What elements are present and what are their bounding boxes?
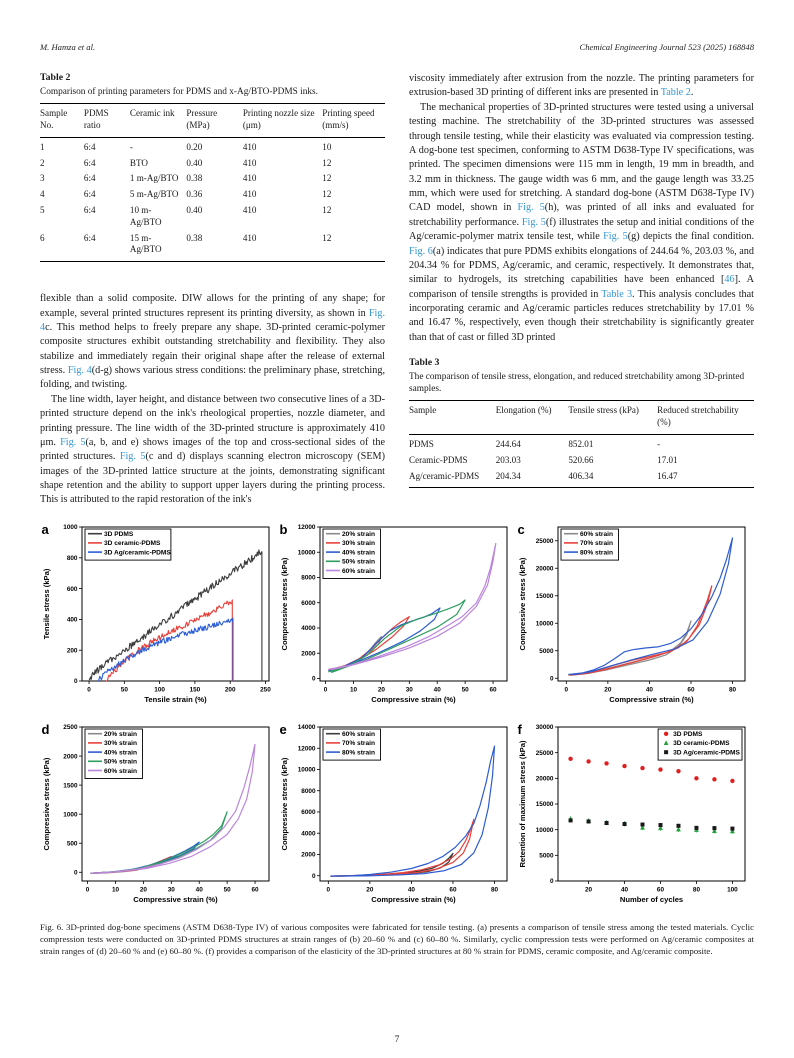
table-cell: 6:4 (83, 157, 96, 168)
svg-text:15000: 15000 (535, 801, 554, 809)
table-cell: 410 (242, 173, 257, 184)
svg-text:Compressive stress (kPa): Compressive stress (kPa) (280, 757, 289, 851)
running-authors: M. Hamza et al. (40, 42, 96, 52)
svg-text:70% strain: 70% strain (342, 740, 375, 748)
svg-text:60: 60 (251, 886, 259, 894)
svg-text:4000: 4000 (301, 625, 316, 633)
svg-text:100: 100 (727, 886, 738, 894)
table-3-label: Table 3 (409, 357, 440, 369)
svg-text:30% strain: 30% strain (104, 740, 137, 748)
text-run: . This analysis concludes that incorporating ceramic and Ag/ceramic particles reduces stretchability by 17.01 % and 16.47 %, respectively, even though their stretchability is significantly greater than that of cast or filled 3D printed (409, 288, 755, 343)
table-cell: 16.47 (657, 470, 678, 481)
citation-link[interactable]: 46 (724, 274, 735, 286)
svg-text:50: 50 (461, 686, 469, 694)
svg-text:0: 0 (564, 686, 569, 694)
svg-text:40: 40 (433, 686, 441, 694)
svg-text:0: 0 (87, 686, 91, 694)
table-cell: 17.01 (657, 454, 678, 465)
svg-text:3D Ag/ceramic-PDMS: 3D Ag/ceramic-PDMS (673, 749, 740, 757)
svg-text:60% strain: 60% strain (342, 567, 375, 575)
svg-text:40% strain: 40% strain (342, 549, 375, 557)
table-3-caption: The comparison of tensile stress, elongation, and reduced stretchability among 3D-printed samples. (409, 372, 745, 395)
table-2-body (40, 137, 385, 262)
citation-link[interactable]: Fig. 5 (517, 202, 545, 214)
svg-text:5000: 5000 (539, 647, 554, 655)
svg-text:20000: 20000 (535, 565, 554, 573)
table-cell: 1 m-Ag/BTO (129, 173, 179, 184)
svg-text:2000: 2000 (63, 753, 78, 761)
svg-text:1500: 1500 (63, 782, 78, 790)
svg-text:Compressive stress (kPa): Compressive stress (kPa) (42, 757, 51, 851)
column-header: Sample (409, 401, 496, 435)
figure-panel-b-compression-chart (278, 518, 516, 714)
table-cell: 12 (322, 204, 332, 215)
svg-text:2000: 2000 (301, 851, 316, 859)
svg-text:200: 200 (224, 686, 236, 694)
svg-text:3D PDMS: 3D PDMS (104, 530, 134, 538)
table-cell: - (657, 438, 661, 449)
table-cell: 3 (40, 173, 45, 184)
svg-text:3D PDMS: 3D PDMS (673, 730, 703, 738)
svg-text:15000: 15000 (535, 592, 554, 600)
svg-text:Compressive strain (%): Compressive strain (%) (371, 894, 456, 904)
text-run: Fig. 6. 3D-printed dog-bone specimens (ASTM D638-Type IV) of various composites were fabricated for tensile testing. (a) presents a comparison of tensile stress among the tested materials. Cyclic compression tests were conducted on 3D-printed PDMS structures at strain ranges of (b) 20–60 % and (c) 60–80 %. Similarly, cyclic compression tests were performed on Ag/ceramic composites at strain ranges of (d) 20–60 % and (e) 60–80 %. (f) provides a comparison of the elasticity of the 3D-printed structures at 80 % strain for PDMS, ceramic composite, and Ag/ceramic composite. (40, 921, 754, 956)
svg-text:20% strain: 20% strain (104, 730, 137, 738)
svg-text:d: d (41, 721, 50, 737)
table-cell: 5 m-Ag/BTO (129, 189, 179, 200)
svg-text:60: 60 (449, 886, 457, 894)
table-cell: 0.20 (186, 141, 203, 152)
table-cell: 520.66 (568, 454, 594, 465)
table-2-block (40, 72, 385, 262)
citation-link[interactable]: Fig. 5 (603, 231, 628, 243)
svg-text:0: 0 (311, 872, 316, 880)
svg-text:30000: 30000 (535, 724, 554, 732)
svg-text:600: 600 (66, 585, 78, 593)
table-cell: 244.64 (495, 438, 521, 449)
svg-text:40: 40 (645, 686, 653, 694)
svg-text:60: 60 (656, 886, 665, 894)
svg-text:10000: 10000 (297, 549, 316, 557)
svg-text:40: 40 (195, 886, 203, 894)
svg-text:50% strain: 50% strain (104, 758, 137, 766)
svg-text:30: 30 (167, 886, 175, 894)
table-cell: 15 m-Ag/BTO (129, 232, 162, 255)
svg-text:25000: 25000 (535, 749, 554, 757)
citation-link[interactable]: Fig. 5 (521, 216, 546, 228)
table-3-header (409, 401, 754, 435)
svg-text:40: 40 (620, 886, 629, 894)
body-paragraph (409, 101, 754, 345)
svg-text:30: 30 (405, 686, 413, 694)
figure-panel-c-compression-chart (516, 518, 754, 714)
table-cell: 6:4 (83, 141, 96, 152)
svg-text:0: 0 (73, 869, 78, 877)
svg-text:10: 10 (349, 686, 358, 694)
text-run: . (690, 87, 694, 99)
table-cell: 410 (242, 204, 257, 215)
svg-text:20000: 20000 (535, 775, 554, 783)
svg-text:50% strain: 50% strain (342, 558, 375, 566)
column-header: Pressure (MPa) (186, 104, 242, 138)
svg-text:Compressive strain (%): Compressive strain (%) (371, 694, 456, 704)
svg-text:60% strain: 60% strain (104, 767, 137, 775)
table-cell: 410 (242, 232, 257, 243)
table-cell: 12 (322, 173, 332, 184)
text-run: (g) depicts the final condition. (627, 231, 754, 243)
svg-text:20: 20 (377, 686, 385, 694)
svg-text:100: 100 (154, 686, 165, 694)
table-2-caption: Comparison of printing parameters for PDMS and x-Ag/BTO-PDMS inks. (40, 87, 318, 97)
svg-text:e: e (279, 721, 287, 737)
svg-text:0: 0 (323, 686, 328, 694)
column-header: PDMS ratio (84, 104, 130, 138)
table-cell: 1 (40, 141, 45, 152)
svg-text:4000: 4000 (301, 830, 316, 838)
figure-panel-f-retention-chart (516, 718, 754, 914)
column-header: Printing speed (mm/s) (322, 104, 385, 138)
table-row (40, 187, 385, 203)
table-cell: 6:4 (83, 173, 96, 184)
table-2 (40, 103, 385, 262)
svg-text:400: 400 (66, 616, 78, 624)
citation-link[interactable]: Fig. 4 (40, 307, 385, 333)
svg-text:3D ceramic-PDMS: 3D ceramic-PDMS (104, 540, 161, 548)
text-run: (a) indicates that pure PDMS exhibits elongations of 244.64 %, 203.03 %, and 204.34 % for PDMS, Ag/ceramic, and ceramic, respectively. It demonstrates that, similar to hydrogels, its stretching capabilities have been enhanced [ (409, 245, 754, 286)
column-header: Sample No. (40, 104, 84, 138)
svg-text:0: 0 (73, 678, 78, 686)
table-cell: 410 (242, 157, 257, 168)
table-cell: 410 (242, 141, 257, 152)
table-cell: Ag/ceramic-PDMS (409, 470, 480, 481)
text-run: (f) illustrates the setup and initial conditions of the Ag/ceramic-polymer matrix tensile test, while (409, 216, 755, 243)
table-row (40, 203, 385, 231)
table-cell: - (129, 141, 133, 152)
table-cell: 12 (322, 232, 332, 243)
column-header: Reduced stretchability (%) (657, 401, 754, 435)
table-header-row (409, 401, 754, 435)
svg-text:Compressive stress (kPa): Compressive stress (kPa) (518, 557, 527, 651)
svg-text:12000: 12000 (297, 745, 316, 753)
table-cell: 10 m-Ag/BTO (129, 204, 162, 227)
table-cell: 6:4 (83, 204, 96, 215)
svg-text:50: 50 (223, 886, 231, 894)
svg-text:10000: 10000 (535, 826, 554, 834)
text-run: flexible than a solid composite. DIW allows for the printing of any shape; for example, several printed structures represent its printing diversity, as shown in (40, 293, 385, 319)
svg-text:500: 500 (66, 840, 78, 848)
svg-text:20: 20 (604, 686, 612, 694)
table-row (40, 156, 385, 172)
svg-text:250: 250 (260, 686, 271, 694)
svg-text:20: 20 (585, 886, 593, 894)
svg-text:c: c (517, 521, 525, 537)
svg-text:Retention of maximum stress (k: Retention of maximum stress (kPa) (518, 740, 527, 868)
svg-text:40% strain: 40% strain (104, 749, 137, 757)
table-3-body (409, 434, 754, 487)
table-cell: 203.03 (495, 454, 521, 465)
svg-text:1000: 1000 (63, 524, 78, 532)
svg-text:1000: 1000 (63, 811, 78, 819)
svg-text:f: f (517, 721, 522, 737)
table-cell: 6:4 (83, 232, 96, 243)
table-cell: 12 (322, 157, 332, 168)
table-cell: 0.38 (186, 232, 203, 243)
svg-text:0: 0 (85, 886, 90, 894)
table-cell: 10 (322, 141, 332, 152)
text-run: (h), was printed of all inks and evaluated for stretchability performance. (409, 202, 754, 228)
figure-panel-e-compression-chart (278, 718, 516, 914)
table-cell: PDMS (409, 438, 434, 449)
svg-text:6000: 6000 (301, 808, 316, 816)
svg-text:12000: 12000 (297, 524, 316, 532)
table-row (40, 171, 385, 187)
svg-text:0: 0 (311, 675, 316, 683)
figure-6 (40, 518, 754, 958)
svg-text:a: a (41, 521, 49, 537)
svg-text:80: 80 (490, 886, 499, 894)
body-paragraph (40, 393, 385, 508)
text-run: viscosity immediately after extrusion from the nozzle. The printing parameters for extrusion-based 3D printing of different inks are presented in (409, 73, 754, 99)
svg-text:80: 80 (728, 686, 737, 694)
svg-text:10: 10 (111, 886, 120, 894)
svg-text:80: 80 (692, 886, 701, 894)
table-cell: 406.34 (568, 470, 594, 481)
svg-text:8000: 8000 (301, 787, 316, 795)
svg-text:60% strain: 60% strain (342, 730, 375, 738)
svg-text:10000: 10000 (297, 766, 316, 774)
citation-link[interactable]: Fig. 5 (119, 451, 146, 463)
figure-6-caption (40, 922, 754, 958)
svg-text:30% strain: 30% strain (342, 540, 375, 548)
right-column (409, 72, 754, 508)
svg-text:Number of cycles: Number of cycles (619, 894, 684, 904)
table-cell: 2 (40, 157, 45, 168)
page-number: 7 (394, 1035, 400, 1045)
table-cell: Ceramic-PDMS (409, 454, 468, 465)
svg-text:Compressive strain (%): Compressive strain (%) (609, 694, 694, 704)
svg-text:8000: 8000 (301, 574, 316, 582)
svg-text:3D ceramic-PDMS: 3D ceramic-PDMS (673, 740, 730, 748)
svg-text:6000: 6000 (301, 599, 316, 607)
table-3-block (409, 357, 754, 488)
table-cell: 6:4 (83, 189, 96, 200)
table-cell: 410 (242, 189, 257, 200)
body-paragraph (409, 72, 754, 101)
body-paragraph (40, 292, 385, 393)
svg-text:50: 50 (120, 686, 128, 694)
table-header-row (40, 104, 385, 138)
svg-text:25000: 25000 (535, 537, 554, 545)
svg-text:5000: 5000 (539, 852, 554, 860)
svg-text:2500: 2500 (63, 724, 78, 732)
column-header: Tensile stress (kPa) (568, 401, 657, 435)
table-cell: 0.36 (186, 189, 203, 200)
citation-link[interactable]: Table 3 (601, 288, 633, 300)
running-journal-title: Chemical Engineering Journal 523 (2025) 168848 (579, 42, 754, 52)
citation-link[interactable]: Fig. 4 (67, 365, 92, 377)
text-run: (d-g) shows various stress conditions: the preliminary phase, stretching, folding, and twisting. (40, 365, 385, 391)
table-cell: 5 (40, 204, 45, 215)
table-row (409, 453, 754, 469)
svg-text:70% strain: 70% strain (580, 540, 613, 548)
column-header: Ceramic ink (130, 104, 186, 138)
table-row (40, 137, 385, 155)
svg-text:Tensile strain (%): Tensile strain (%) (144, 694, 207, 704)
figure-panel-a-tensile-chart (40, 518, 278, 714)
table-cell: 4 (40, 189, 45, 200)
text-run: (c and d) displays scanning electron microscopy (SEM) images of the 3D-printed lattice structure at the joints, demonstrating significant shape retention and the ability to support upper layers during the printing process. This is attributed to the rapid restoration of the ink's (40, 451, 386, 506)
text-run: ]. A comparison of tensile strengths is provided in (409, 274, 755, 300)
text-run: The mechanical properties of 3D-printed structures were tested using a universal testing machine. The stretchability of the 3D-printed structures was assessed through tensile testing, while their elasticity was evaluated via compression testing. A dog-bone test specimen, conforming to ASTM D638-Type IV specifications, was printed. The specimen dimensions were 115 mm in length, 19 mm in breadth, and 3.2 mm in thickness. The gauge width was 6 mm, and the gauge length was 33.25 mm, which were used for stretching. A standard dog-bone (ASTM D638-Type IV) CAD model, shown in (409, 101, 754, 214)
figure-6-panels (40, 518, 754, 914)
svg-text:20: 20 (139, 886, 147, 894)
table-cell: 12 (322, 189, 332, 200)
svg-text:2000: 2000 (301, 650, 316, 658)
table-2-label: Table 2 (40, 72, 71, 83)
svg-text:0: 0 (549, 675, 554, 683)
column-header: Printing nozzle size (μm) (243, 104, 322, 138)
svg-text:150: 150 (189, 686, 201, 694)
left-column (40, 72, 385, 508)
svg-text:b: b (279, 521, 288, 537)
table-cell: 204.34 (495, 470, 521, 481)
svg-text:40: 40 (407, 886, 415, 894)
svg-text:0: 0 (326, 886, 331, 894)
svg-text:Tensile stress (kPa): Tensile stress (kPa) (42, 568, 51, 640)
svg-text:800: 800 (66, 554, 78, 562)
two-column-body (40, 72, 754, 508)
svg-text:60% strain: 60% strain (580, 530, 613, 538)
svg-text:10000: 10000 (535, 620, 554, 628)
citation-link[interactable]: Fig. 6 (409, 245, 433, 257)
citation-link[interactable]: Fig. 5 (60, 436, 86, 448)
svg-text:60: 60 (489, 686, 497, 694)
text-run: c. This method helps to freely prepare any shape. 3D-printed ceramic-polymer composite structures exhibit outstanding stretchability and flexibility. They also stabilize and immediately regain their original shape after the release of external stress. (40, 321, 385, 377)
table-cell: 0.38 (186, 173, 203, 184)
svg-text:60: 60 (687, 686, 695, 694)
citation-link[interactable]: Table 2 (660, 87, 691, 99)
svg-text:20: 20 (366, 886, 374, 894)
page-footer (0, 1035, 794, 1045)
table-3 (409, 400, 754, 488)
table-cell: 852.01 (568, 438, 594, 449)
table-row (409, 469, 754, 488)
table-row (40, 231, 385, 262)
svg-text:0: 0 (549, 878, 554, 886)
svg-text:20% strain: 20% strain (342, 530, 375, 538)
svg-text:Compressive strain (%): Compressive strain (%) (133, 894, 218, 904)
table-row (409, 434, 754, 452)
running-header (40, 42, 754, 52)
table-cell: BTO (129, 157, 148, 168)
svg-text:80% strain: 80% strain (342, 749, 375, 757)
svg-text:80% strain: 80% strain (580, 549, 613, 557)
table-cell: 0.40 (186, 204, 203, 215)
text-run: The line width, layer height, and distance between two consecutive lines of a 3D-printed structure depend on the ink's rheological properties, nozzle diameter, and printing pressure. The line width of the 3D-printed structure is approximately 410 μm. (40, 393, 385, 448)
figure-panel-d-compression-chart (40, 718, 278, 914)
table-cell: 6 (40, 232, 45, 243)
svg-text:3D Ag/ceramic-PDMS: 3D Ag/ceramic-PDMS (104, 549, 171, 557)
svg-text:Compressive stress (kPa): Compressive stress (kPa) (280, 557, 289, 651)
table-cell: 0.40 (186, 157, 203, 168)
column-header: Elongation (%) (496, 401, 569, 435)
table-2-header (40, 104, 385, 138)
text-run: (a, b, and e) shows images of the top and cross-sectional sides of the printed structures. (40, 436, 386, 463)
svg-text:14000: 14000 (297, 724, 316, 732)
svg-text:200: 200 (66, 647, 78, 655)
